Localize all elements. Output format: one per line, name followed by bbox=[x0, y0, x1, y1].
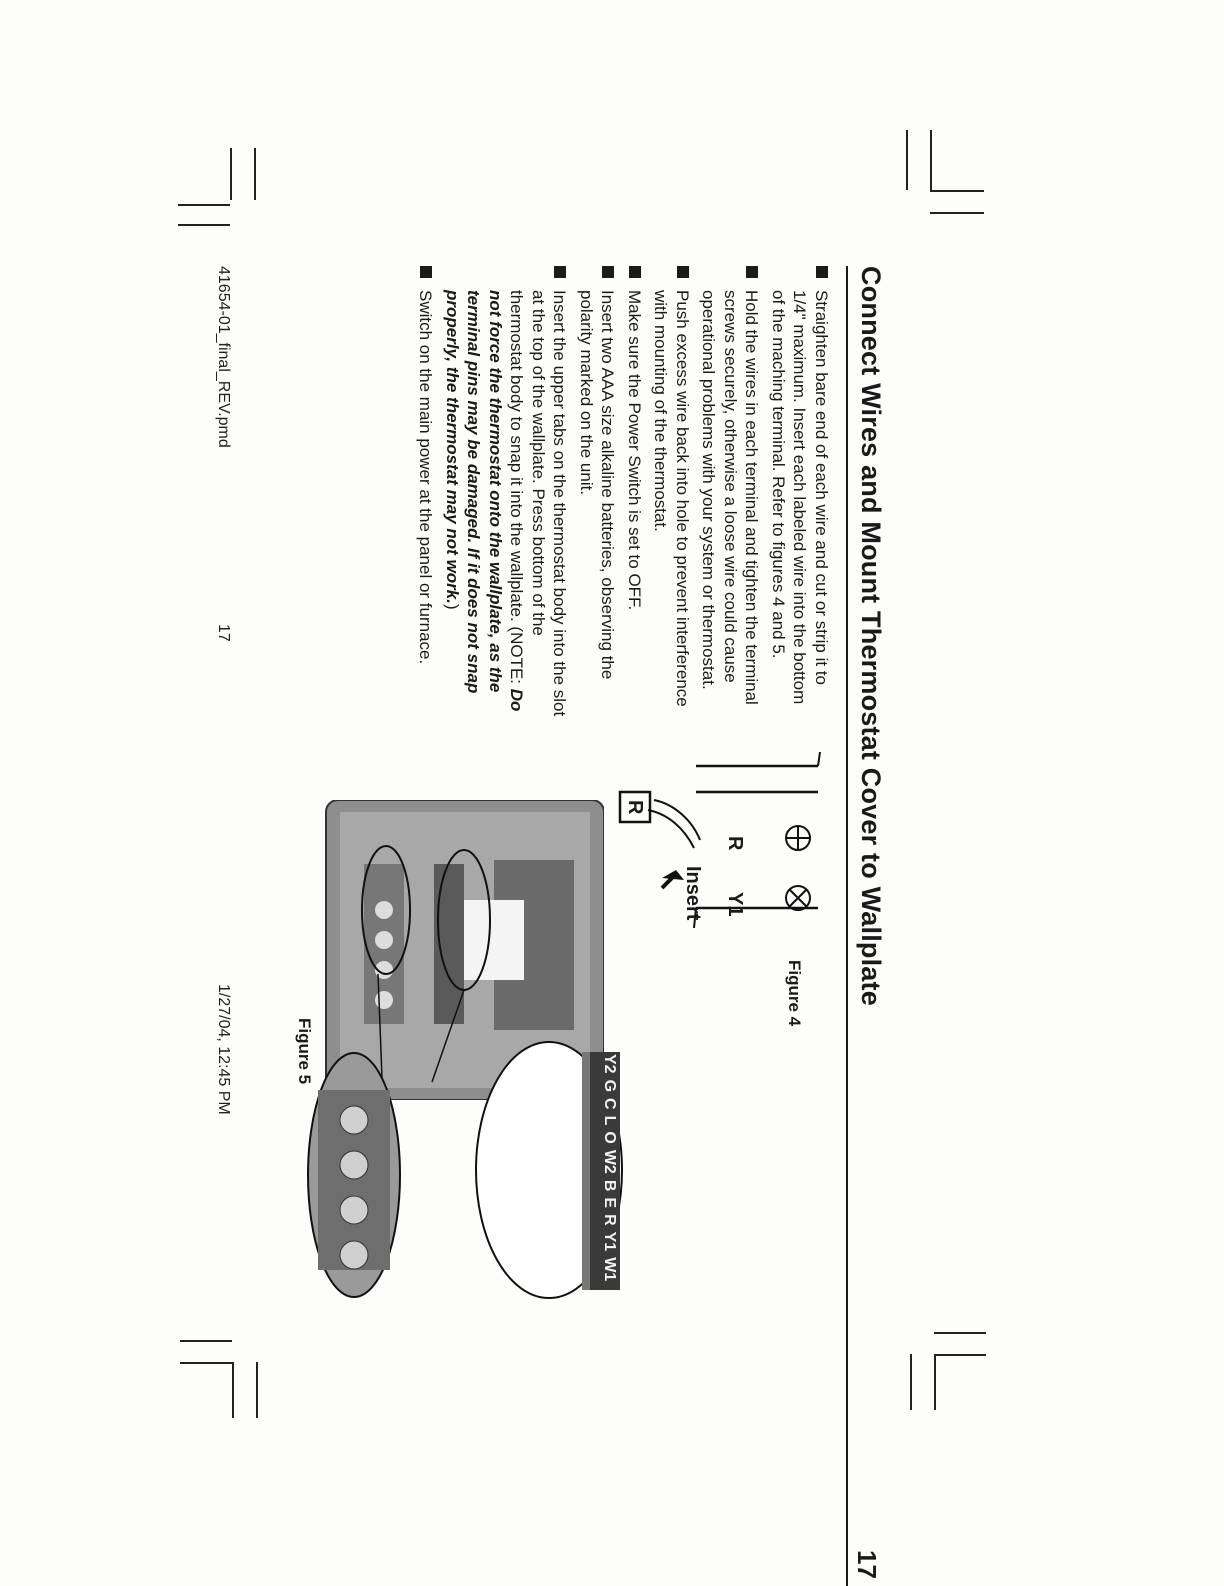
footer-datetime: 1/27/04, 12:45 PM bbox=[215, 984, 232, 1115]
instruction-item bbox=[768, 266, 833, 718]
instruction-item bbox=[576, 266, 619, 718]
figure4-label-y1: Y1 bbox=[724, 892, 746, 917]
instruction-item bbox=[442, 266, 571, 718]
figure4-label-r: R bbox=[724, 836, 746, 851]
terminal-label: Y1 bbox=[601, 1231, 618, 1252]
bullet-square bbox=[555, 266, 567, 278]
figure4-caption: Figure 4 bbox=[785, 960, 804, 1027]
instruction-item bbox=[698, 266, 763, 718]
terminal-label: Y2 bbox=[601, 1054, 618, 1074]
terminal-label: B bbox=[601, 1179, 618, 1192]
figure4-diagram bbox=[594, 752, 824, 992]
instruction-text: Make sure the Power Switch is set to OFF. bbox=[625, 290, 644, 611]
bullet-square bbox=[603, 266, 615, 278]
footer-page: 17 bbox=[215, 624, 232, 642]
instruction-item bbox=[624, 266, 646, 718]
page-number: 17 bbox=[852, 1550, 882, 1579]
bullet-square bbox=[677, 266, 689, 278]
instruction-text: Switch on the main power at the panel or furnace. bbox=[416, 290, 436, 665]
page-heading: Connect Wires and Mount Thermostat Cover to Wallplate bbox=[856, 266, 886, 1006]
bullet-square bbox=[629, 266, 641, 278]
figure4-insert-label: Insert bbox=[682, 866, 704, 921]
figure5-caption: Figure 5 bbox=[295, 1018, 314, 1085]
instruction-text: Push excess wire back into hole to prevent interference with mounting of the thermostat. bbox=[651, 290, 692, 707]
terminal-label: O bbox=[601, 1131, 618, 1144]
footer-filename: 41654-01_final_REV.pmd bbox=[215, 266, 232, 448]
terminal-label: W1 bbox=[601, 1257, 618, 1282]
figure5-screw-zoom bbox=[304, 1050, 404, 1300]
terminal-label: R bbox=[601, 1214, 618, 1226]
instruction-item bbox=[415, 266, 437, 718]
instruction-text: Insert two AAA size alkaline batteries, observing the polarity marked on the unit. bbox=[577, 290, 618, 680]
terminal-label: L bbox=[601, 1115, 618, 1126]
warning-note: Do not force the thermostat onto the wallplate, as the terminal pins may be damaged. If it does not snap properly, the thermostat may not work. bbox=[443, 290, 527, 712]
bullet-square bbox=[421, 266, 433, 278]
figure4-wire-tag: R bbox=[624, 800, 646, 815]
bullet-square bbox=[747, 266, 759, 278]
heading-rule bbox=[846, 266, 848, 1586]
figure5-terminal-strip bbox=[600, 1054, 618, 1281]
instruction-list bbox=[410, 266, 832, 718]
instruction-text: ) bbox=[443, 603, 462, 610]
instruction-text: Insert the upper tabs on the thermostat body into the slot at the top of the wallplate. Press bottom of the thermostat body to snap it into the wallplate. (NOTE: bbox=[507, 290, 570, 717]
terminal-label: G bbox=[601, 1079, 618, 1093]
bullet-square bbox=[816, 266, 828, 278]
terminal-label: E bbox=[601, 1197, 618, 1209]
instruction-text: Straighten bare end of each wire and cut or strip it to 1/4" maximum. Insert each labeled wire into the bottom of the maching terminal. Refer to figures 4 and 5. bbox=[769, 290, 831, 705]
instruction-text: Hold the wires in each terminal and tighten the terminal screws securely, otherwise a loose wire could cause operational problems with your system or thermostat. bbox=[699, 290, 762, 705]
terminal-label: W2 bbox=[601, 1149, 618, 1174]
instruction-item bbox=[650, 266, 693, 718]
terminal-label: C bbox=[601, 1098, 618, 1110]
